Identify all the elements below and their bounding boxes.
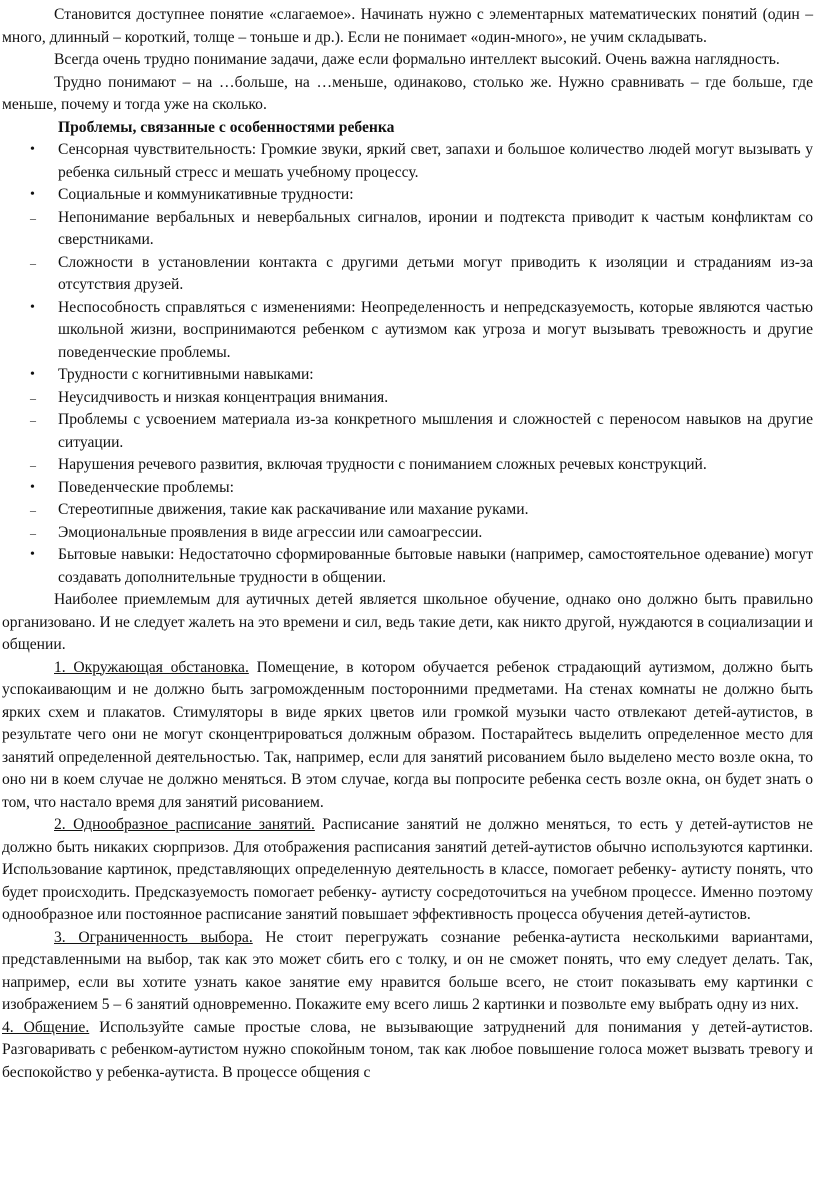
sub-list-item: – Стереотипные движения, такие как раскачивание или махание руками. [2,499,813,522]
list-item-label: Поведенческие проблемы: [58,478,234,496]
problems-list [2,139,813,589]
sub-list-item: – Проблемы с усвоением материала из-за конкретного мышления и сложностей с переносом навыков на другие ситуации. [2,409,813,454]
section-text: Используйте самые простые слова, не вызывающие затруднений для понимания у детей-аутистов. Разговаривать с ребенком-аутистом нужно спокойным тоном, так как любое повышение голоса может вызвать тревогу и беспокойство у ребенка-аутиста. В процессе общения с [2,1018,813,1081]
sub-list-item: – Эмоциональные проявления в виде агрессии или самоагрессии. [2,522,813,545]
section-paragraph [2,814,813,927]
sub-list-item: – Непонимание вербальных и невербальных сигналов, иронии и подтекста приводит к частым конфликтам со сверстниками. [2,207,813,252]
sub-list-item: – Нарушения речевого развития, включая трудности с пониманием сложных речевых конструкций. [2,454,813,477]
sub-list [2,499,813,544]
section-title: 1. Окружающая обстановка. [54,658,249,676]
list-item [2,477,813,545]
intro-paragraph: Становится доступнее понятие «слагаемое». Начинать нужно с элементарных математических понятий (один – много, длинный – короткий, толще – тоньше и др.). Если не понимает «один-много», не учим складывать. [2,6,813,46]
list-item: • Бытовые навыки: Недостаточно сформированные бытовые навыки (например, самостоятельное одевание) могут создавать дополнительные трудности в общении. [2,544,813,589]
section-text: Не стоит перегружать сознание ребенка-аутиста несколькими вариантами, представленными на выбор, так как это может сбить его с толку, и он не сможет понять, что ему следует делать. Так, например, если вы хотите узнать какое занятие ему нравится больше всего, не стоит показывать ему картинки с изображением 5 – 6 занятий одновременно. Покажите ему всего лишь 2 картинки и позвольте ему выбрать одну из них. [2,928,813,1013]
section-paragraph [2,1017,813,1085]
intro-paragraph: Трудно понимают – на …больше, на …меньше, одинаково, столько же. Нужно сравнивать – где больше, где меньше, почему и тогда уже на сколько. [2,73,813,113]
school-paragraph: Наиболее приемлемым для аутичных детей является школьное обучение, однако оно должно быть правильно организовано. И не следует жалеть на это времени и сил, ведь такие дети, как никто другой, нуждаются в социализации и общении. [2,591,813,653]
section-text: Расписание занятий не должно меняться, то есть у детей-аутистов не должно быть никаких сюрпризов. Для отображения расписания занятий детей-аутистов обычно используются картинки. Использование картинок, представляющих определенную деятельность в классе, помогает ребенку- аутисту понять, что будет происходить. Предсказуемость помогает ребенку- аутисту сосредоточиться на учебном процессе. Именно поэтому однообразное или постоянное расписание занятий повышает эффективность процесса обучения детей-аутистов. [2,816,813,923]
section-heading: Проблемы, связанные с особенностями ребенка [58,118,395,136]
sub-list [2,387,813,477]
section-title: 2. Однообразное расписание занятий. [54,816,315,833]
intro-paragraph: Всегда очень трудно понимание задачи, даже если формально интеллект высокий. Очень важна наглядность. [54,51,780,68]
section-paragraph [2,657,813,815]
section-paragraph [2,927,813,1017]
list-item-label: Трудности с когнитивными навыками: [58,366,314,383]
list-item [2,364,813,477]
list-item: • Неспособность справляться с изменениями: Неопределенность и непредсказуемость, которые являются частью школьной жизни, воспринимаются ребенком с аутизмом как угроза и могут вызывать тревожность и другие поведенческие проблемы. [2,297,813,365]
section-title: 3. Ограниченность выбора. [54,928,253,946]
sub-list-item: – Сложности в установлении контакта с другими детьми могут приводить к изоляции и страданиям из-за отсутствия друзей. [2,252,813,297]
sub-list [2,207,813,297]
list-item-label: Социальные и коммуникативные трудности: [58,186,354,203]
sub-list-item: – Неусидчивость и низкая концентрация внимания. [2,387,813,410]
list-item [2,184,813,297]
section-title: 4. Общение. [2,1018,90,1036]
section-text: Помещение, в котором обучается ребенок страдающий аутизмом, должно быть успокаивающим и не должно быть загроможденным посторонними предметами. На стенах комнаты не должно быть ярких схем и плакатов. Стимуляторы в виде ярких цветов или громкой музыки часто отвлекают детей-аутистов, в результате чего они не могут сконцентрироваться должным образом. Постарайтесь выделить определенное место для занятий определенной деятельностью. Так, например, если для занятий рисованием было выделено место возле окна, то оно ни в коем случае не должно меняться. В этом случае, когда вы попросите ребенка сесть возле окна, он будет знать о том, что настало время для занятий рисованием. [2,658,813,811]
list-item: • Сенсорная чувствительность: Громкие звуки, яркий свет, запахи и большое количество людей могут вызывать у ребенка сильный стресс и мешать учебному процессу. [2,139,813,184]
